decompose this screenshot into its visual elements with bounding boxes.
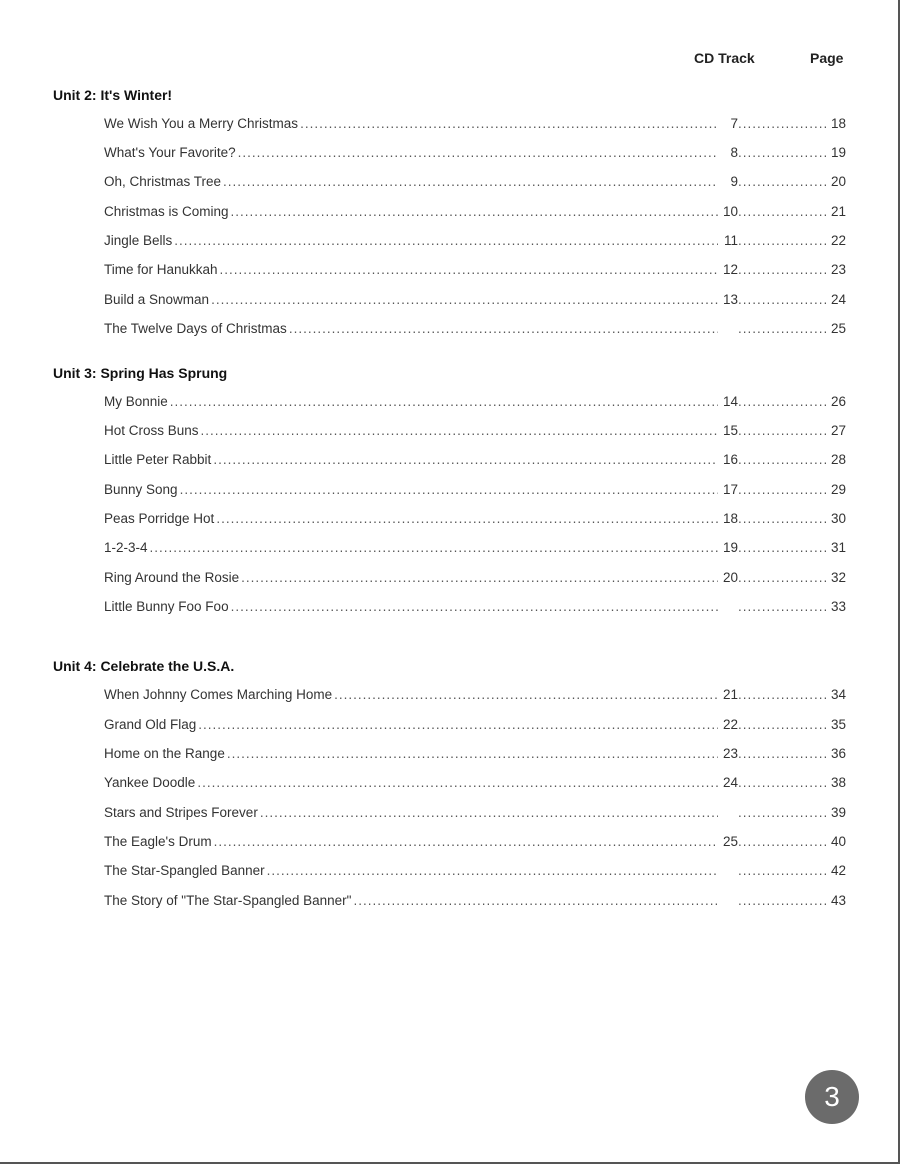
cd-track-number: 12 [722, 262, 738, 277]
unit-title: Unit 4: Celebrate the U.S.A. [53, 658, 235, 674]
page-number: 24 [830, 292, 846, 307]
page-number: 38 [830, 775, 846, 790]
cd-track-header: CD Track [694, 50, 755, 66]
toc-row [104, 262, 846, 282]
toc-row [104, 717, 846, 737]
cd-track-number: 20 [722, 570, 738, 585]
cd-track-number: 18 [722, 511, 738, 526]
cd-track-number: 10 [722, 204, 738, 219]
toc-row [104, 423, 846, 443]
toc-row [104, 540, 846, 560]
page-number: 35 [830, 717, 846, 732]
page-number: 33 [830, 599, 846, 614]
toc-row [104, 805, 846, 825]
page-number: 29 [830, 482, 846, 497]
song-title: Build a Snowman [104, 292, 210, 307]
song-title: Grand Old Flag [104, 717, 197, 732]
toc-row [104, 775, 846, 795]
song-title: The Twelve Days of Christmas [104, 321, 287, 336]
toc-row [104, 292, 846, 312]
page-number: 39 [830, 805, 846, 820]
song-title: What's Your Favorite? [104, 145, 236, 160]
toc-row [104, 321, 846, 341]
toc-row [104, 863, 846, 883]
page-number: 40 [830, 834, 846, 849]
toc-row [104, 116, 846, 136]
cd-track-number: 7 [730, 116, 738, 131]
cd-track-number: 19 [722, 540, 738, 555]
song-title: Little Peter Rabbit [104, 452, 212, 467]
song-title: Oh, Christmas Tree [104, 174, 222, 189]
cd-track-number: 23 [722, 746, 738, 761]
toc-row [104, 834, 846, 854]
toc-row [104, 893, 846, 913]
song-title: My Bonnie [104, 394, 168, 409]
song-title: Little Bunny Foo Foo [104, 599, 229, 614]
page-number: 26 [830, 394, 846, 409]
song-title: Stars and Stripes Forever [104, 805, 258, 820]
page-number: 28 [830, 452, 846, 467]
page-number: 43 [830, 893, 846, 908]
song-title: Bunny Song [104, 482, 178, 497]
song-title: The Eagle's Drum [104, 834, 212, 849]
cd-track-number: 17 [722, 482, 738, 497]
cd-track-number: 24 [722, 775, 738, 790]
toc-row [104, 599, 846, 619]
page-header: Page [810, 50, 844, 66]
page-number: 21 [830, 204, 846, 219]
song-title: Hot Cross Buns [104, 423, 199, 438]
unit-title: Unit 2: It's Winter! [53, 87, 173, 103]
page-number: 32 [830, 570, 846, 585]
song-title: The Star-Spangled Banner [104, 863, 265, 878]
toc-row [104, 687, 846, 707]
cd-track-number: 16 [722, 452, 738, 467]
song-title: Jingle Bells [104, 233, 173, 248]
toc-row [104, 452, 846, 472]
toc-row [104, 511, 846, 531]
page-number: 23 [830, 262, 846, 277]
song-title: Time for Hanukkah [104, 262, 218, 277]
cd-track-number: 14 [722, 394, 738, 409]
song-title: 1-2-3-4 [104, 540, 148, 555]
cd-track-number: 8 [730, 145, 738, 160]
unit-title: Unit 3: Spring Has Sprung [53, 365, 228, 381]
song-title: Home on the Range [104, 746, 225, 761]
page-number: 22 [830, 233, 846, 248]
page-number: 36 [830, 746, 846, 761]
song-title: Christmas is Coming [104, 204, 229, 219]
song-title: When Johnny Comes Marching Home [104, 687, 333, 702]
cd-track-number: 11 [723, 233, 738, 248]
toc-row [104, 482, 846, 502]
page-number: 34 [830, 687, 846, 702]
page-number: 18 [830, 116, 846, 131]
toc-row [104, 394, 846, 414]
song-title: Ring Around the Rosie [104, 570, 240, 585]
cd-track-number: 13 [722, 292, 738, 307]
toc-row [104, 233, 846, 253]
cd-track-number: 25 [722, 834, 738, 849]
toc-row [104, 570, 846, 590]
song-title: The Story of "The Star-Spangled Banner" [104, 893, 352, 908]
song-title: Yankee Doodle [104, 775, 196, 790]
toc-row [104, 174, 846, 194]
song-title: We Wish You a Merry Christmas [104, 116, 299, 131]
toc-row [104, 204, 846, 224]
page-number: 20 [830, 174, 846, 189]
cd-track-number: 22 [722, 717, 738, 732]
page-number: 27 [830, 423, 846, 438]
page-number-badge: 3 [805, 1070, 859, 1124]
song-title: Peas Porridge Hot [104, 511, 215, 526]
page-number: 25 [830, 321, 846, 336]
toc-row [104, 145, 846, 165]
cd-track-number: 9 [730, 174, 738, 189]
toc-row [104, 746, 846, 766]
page-number: 19 [830, 145, 846, 160]
page-number: 31 [830, 540, 846, 555]
page-number: 42 [830, 863, 846, 878]
cd-track-number: 21 [722, 687, 738, 702]
page-number: 30 [830, 511, 846, 526]
cd-track-number: 15 [722, 423, 738, 438]
